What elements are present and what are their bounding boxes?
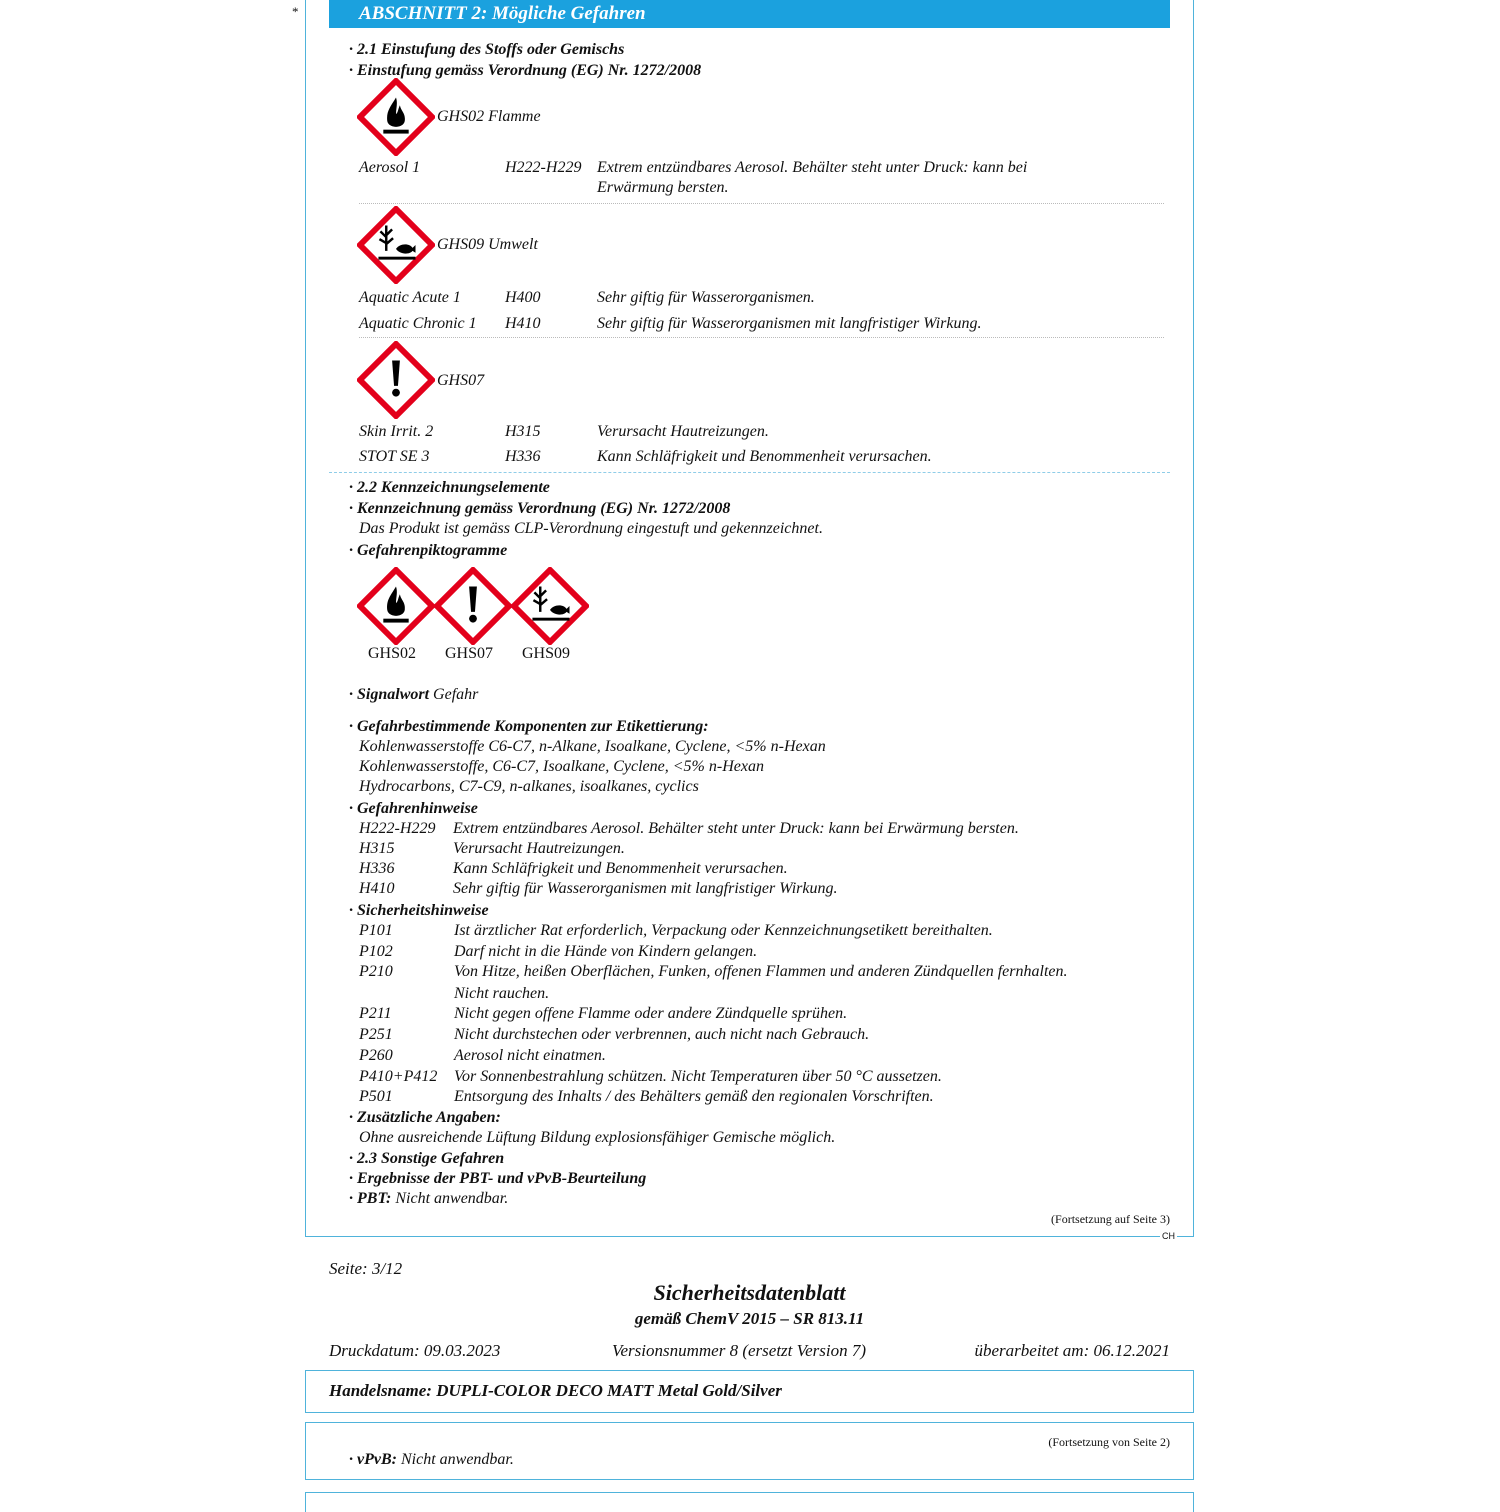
heading-2-3: · 2.3 Sonstige Gefahren bbox=[349, 1150, 505, 1167]
signal-word-label: · Signalwort bbox=[349, 686, 430, 703]
subheading-classification: · Einstufung gemäss Verordnung (EG) Nr. 1272/2008 bbox=[349, 62, 702, 79]
hazard-text: Sehr giftig für Wasserorganismen mit langfristiger Wirkung. bbox=[597, 315, 982, 332]
vpvb-row bbox=[349, 1450, 514, 1470]
components-label: · Gefahrbestimmende Komponenten zur Etikettierung: bbox=[349, 718, 709, 735]
exclamation-icon bbox=[434, 567, 512, 645]
hazard-class: Aerosol 1 bbox=[359, 159, 421, 176]
precautionary-label: · Sicherheitshinweise bbox=[349, 902, 489, 919]
hazard-text: Kann Schläfrigkeit und Benommenheit verursachen. bbox=[597, 448, 932, 465]
h-code: H222-H229 bbox=[359, 820, 436, 837]
signal-word-row bbox=[349, 685, 478, 705]
divider bbox=[359, 337, 1164, 338]
p-text: Darf nicht in die Hände von Kindern gelangen. bbox=[454, 943, 758, 960]
divider bbox=[359, 203, 1164, 204]
pictogram-code: GHS09 bbox=[522, 645, 571, 662]
continued-from-note: (Fortsetzung von Seite 2) bbox=[1048, 1435, 1170, 1449]
pictogram-label: GHS09 Umwelt bbox=[437, 236, 538, 253]
p-text: Aerosol nicht einatmen. bbox=[454, 1047, 606, 1064]
hazard-text-cont: Erwärmung bersten. bbox=[597, 179, 729, 196]
country-code: CH bbox=[1162, 1231, 1175, 1241]
p-code: P251 bbox=[359, 1026, 393, 1043]
h-text: Sehr giftig für Wasserorganismen mit langfristiger Wirkung. bbox=[453, 880, 838, 897]
print-date: Druckdatum: 09.03.2023 bbox=[329, 1341, 501, 1360]
pictogram-label: GHS02 Flamme bbox=[437, 108, 541, 125]
h-text: Verursacht Hautreizungen. bbox=[453, 840, 625, 857]
pictogram-code: GHS07 bbox=[445, 645, 494, 662]
hazard-code: H222-H229 bbox=[505, 159, 582, 176]
pictograms-label: · Gefahrenpiktogramme bbox=[349, 542, 508, 559]
environment-icon bbox=[357, 206, 435, 284]
document-subtitle: gemäß ChemV 2015 – SR 813.11 bbox=[634, 1309, 865, 1328]
h-code: H336 bbox=[359, 860, 395, 877]
p-text: Nicht durchstechen oder verbrennen, auch nicht nach Gebrauch. bbox=[454, 1026, 870, 1043]
vpvb-value: Nicht anwendbar. bbox=[400, 1451, 514, 1468]
continued-note: (Fortsetzung auf Seite 3) bbox=[1051, 1212, 1170, 1226]
exclamation-icon bbox=[357, 341, 435, 419]
hazard-text: Sehr giftig für Wasserorganismen. bbox=[597, 289, 815, 306]
additional-info-text: Ohne ausreichende Lüftung Bildung explosionsfähiger Gemische möglich. bbox=[359, 1129, 836, 1146]
p-text-cont: Nicht rauchen. bbox=[454, 985, 550, 1002]
p-code: P410+P412 bbox=[359, 1068, 438, 1085]
component-item: Hydrocarbons, C7-C9, n-alkanes, isoalkanes, cyclics bbox=[359, 778, 699, 795]
hazard-class: Skin Irrit. 2 bbox=[359, 423, 434, 440]
additional-info-label: · Zusätzliche Angaben: bbox=[349, 1109, 501, 1126]
hazard-code: H400 bbox=[505, 289, 541, 306]
p-code: P102 bbox=[359, 943, 393, 960]
p-code: P260 bbox=[359, 1047, 393, 1064]
section-divider bbox=[329, 472, 1170, 473]
pbt-label: · PBT: bbox=[349, 1190, 392, 1207]
p-text: Vor Sonnenbestrahlung schützen. Nicht Temperaturen über 50 °C aussetzen. bbox=[454, 1068, 942, 1085]
h-text: Extrem entzündbares Aerosol. Behälter steht unter Druck: kann bei Erwärmung bersten. bbox=[453, 820, 1019, 837]
p-code: P501 bbox=[359, 1088, 393, 1105]
environment-icon bbox=[511, 567, 589, 645]
subheading-labelling: · Kennzeichnung gemäss Verordnung (EG) Nr. 1272/2008 bbox=[349, 500, 731, 517]
document-title: Sicherheitsdatenblatt bbox=[653, 1280, 846, 1305]
pictogram-label: GHS07 bbox=[437, 372, 485, 389]
heading-2-1: · 2.1 Einstufung des Stoffs oder Gemischs bbox=[349, 41, 625, 58]
flame-icon bbox=[357, 78, 435, 156]
revision-marker: * bbox=[292, 4, 299, 19]
heading-2-2: · 2.2 Kennzeichnungselemente bbox=[349, 479, 550, 496]
hazard-statements-label: · Gefahrenhinweise bbox=[349, 800, 478, 817]
h-code: H410 bbox=[359, 880, 395, 897]
page-number: Seite: 3/12 bbox=[329, 1259, 403, 1278]
revision-date: überarbeitet am: 06.12.2021 bbox=[974, 1341, 1170, 1360]
p-code: P210 bbox=[359, 963, 393, 980]
version-number: Versionsnummer 8 (ersetzt Version 7) bbox=[612, 1341, 867, 1360]
vpvb-label: · vPvB: bbox=[349, 1451, 397, 1468]
hazard-code: H336 bbox=[505, 448, 541, 465]
p-text: Nicht gegen offene Flamme oder andere Zündquelle sprühen. bbox=[454, 1005, 848, 1022]
h-code: H315 bbox=[359, 840, 395, 857]
hazard-code: H410 bbox=[505, 315, 541, 332]
component-item: Kohlenwasserstoffe, C6-C7, Isoalkane, Cyclene, <5% n-Hexan bbox=[359, 758, 764, 775]
trade-name: Handelsname: DUPLI-COLOR DECO MATT Metal Gold/Silver bbox=[329, 1381, 782, 1400]
section-header: ABSCHNITT 2: Mögliche Gefahren bbox=[329, 0, 1170, 28]
p-text: Entsorgung des Inhalts / des Behälters gemäß den regionalen Vorschriften. bbox=[454, 1088, 934, 1105]
p-code: P101 bbox=[359, 922, 393, 939]
flame-icon bbox=[357, 567, 435, 645]
pbt-row bbox=[349, 1189, 508, 1209]
h-text: Kann Schläfrigkeit und Benommenheit verursachen. bbox=[453, 860, 788, 877]
hazard-class: STOT SE 3 bbox=[359, 448, 430, 465]
p-code: P211 bbox=[359, 1005, 392, 1022]
clp-text: Das Produkt ist gemäss CLP-Verordnung eingestuft und gekennzeichnet. bbox=[359, 520, 823, 537]
component-item: Kohlenwasserstoffe C6-C7, n-Alkane, Isoalkane, Cyclene, <5% n-Hexan bbox=[359, 738, 826, 755]
hazard-code: H315 bbox=[505, 423, 541, 440]
pbt-value: Nicht anwendbar. bbox=[395, 1190, 509, 1207]
p-text: Von Hitze, heißen Oberflächen, Funken, offenen Flammen und anderen Zündquellen fernhalten. bbox=[454, 963, 1068, 980]
next-box bbox=[305, 1492, 1194, 1512]
hazard-text: Verursacht Hautreizungen. bbox=[597, 423, 769, 440]
hazard-text: Extrem entzündbares Aerosol. Behälter steht unter Druck: kann bei bbox=[597, 159, 1028, 176]
hazard-class: Aquatic Acute 1 bbox=[359, 289, 461, 306]
hazard-class: Aquatic Chronic 1 bbox=[359, 315, 477, 332]
signal-word-value: Gefahr bbox=[433, 686, 479, 703]
pictogram-code: GHS02 bbox=[368, 645, 417, 662]
pbt-heading: · Ergebnisse der PBT- und vPvB-Beurteilung bbox=[349, 1170, 647, 1187]
p-text: Ist ärztlicher Rat erforderlich, Verpackung oder Kennzeichnungsetikett bereithalten. bbox=[454, 922, 993, 939]
